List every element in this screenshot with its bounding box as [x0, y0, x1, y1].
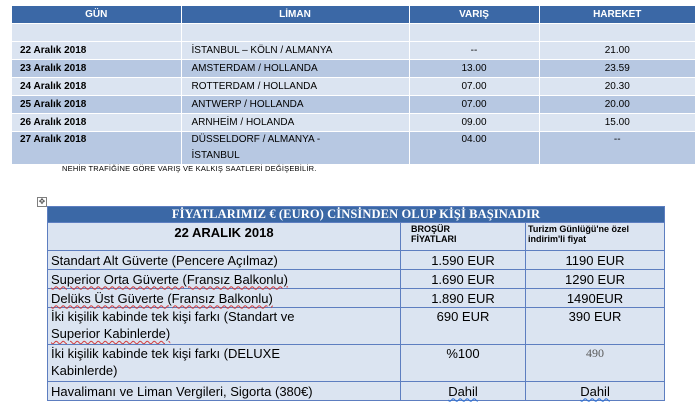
cabin-label [48, 308, 401, 345]
itinerary-row [12, 114, 695, 132]
itinerary-row [12, 42, 695, 60]
special-price [526, 382, 665, 401]
brochure-price: 690 EUR [401, 308, 526, 345]
day-cell: 26 Aralık 2018 [12, 114, 181, 132]
cabin-label: Standart Alt Güverte (Pencere Açılmaz) [48, 251, 401, 270]
itinerary-row [12, 96, 695, 114]
day-cell: 22 Aralık 2018 [12, 42, 181, 60]
blank-cell [12, 24, 181, 42]
price-title: FİYATLARIMIZ € (EURO) CİNSİNDEN OLUP KİŞİ BAŞINADIR [48, 207, 665, 223]
brochure-header [401, 223, 526, 251]
header-day: GÜN [12, 6, 181, 24]
brochure-price-text: Dahil [448, 383, 478, 399]
arrival-cell: 07.00 [409, 78, 539, 96]
special-header-line-1: Turizm Günlüğü'ne özel [528, 224, 629, 234]
arrival-cell: -- [409, 42, 539, 60]
price-table [47, 206, 665, 401]
arrival-cell: 04.00 [409, 132, 539, 165]
blank-cell [539, 24, 695, 42]
brochure-price: 1.890 EUR [401, 289, 526, 308]
header-departure: HAREKET [539, 6, 695, 24]
price-row [48, 251, 665, 270]
day-cell: 24 Aralık 2018 [12, 78, 181, 96]
special-price: 490 [526, 345, 665, 382]
cabin-label: Havalimanı ve Liman Vergileri, Sigorta (380€) [48, 382, 401, 401]
brochure-header-line-1: BROŞÜR [411, 224, 451, 234]
cabin-label-line-1: İki kişilik kabinde tek kişi farkı (DELUXE [51, 346, 281, 361]
cabin-label [48, 345, 401, 382]
day-cell: 23 Aralık 2018 [12, 60, 181, 78]
brochure-price: 1.590 EUR [401, 251, 526, 270]
port-cell: İSTANBUL – KÖLN / ALMANYA [181, 42, 409, 60]
cabin-label-line-1: İki kişilik kabinde tek kişi farkı (Standart ve [51, 309, 295, 324]
cabin-label-text: Superior Orta Güverte (Fransız Balkonlu) [51, 271, 288, 287]
departure-cell: -- [539, 132, 695, 165]
departure-cell: 21.00 [539, 42, 695, 60]
special-price-header [526, 223, 665, 251]
special-price: 1490EUR [526, 289, 665, 308]
price-row [48, 382, 665, 401]
price-date: 22 ARALIK 2018 [48, 223, 401, 251]
itinerary-table [12, 6, 695, 164]
port-cell [181, 132, 409, 165]
port-cell: ANTWERP / HOLLANDA [181, 96, 409, 114]
blank-cell [181, 24, 409, 42]
port-cell: AMSTERDAM / HOLLANDA [181, 60, 409, 78]
cabin-label-text: Delüks Üst Güverte (Fransız Balkonlu) [51, 290, 273, 306]
brochure-price: %100 [401, 345, 526, 382]
departure-cell: 20.00 [539, 96, 695, 114]
price-row [48, 308, 665, 345]
port-line-1: DÜSSELDORF / ALMANYA - [191, 134, 321, 145]
special-price: 390 EUR [526, 308, 665, 345]
itinerary-row [12, 132, 695, 165]
special-price: 1290 EUR [526, 270, 665, 289]
price-row [48, 345, 665, 382]
itinerary-blank-row [12, 24, 695, 42]
move-handle-icon[interactable]: ✥ [38, 197, 46, 206]
price-header-row [48, 223, 665, 251]
itinerary-row [12, 60, 695, 78]
price-row [48, 270, 665, 289]
cabin-label-line-2: Superior Kabinlerde) [51, 326, 171, 341]
arrival-cell: 09.00 [409, 114, 539, 132]
port-cell: ARNHEİM / HOLANDA [181, 114, 409, 132]
price-row [48, 289, 665, 308]
arrival-cell: 13.00 [409, 60, 539, 78]
brochure-price: 1.690 EUR [401, 270, 526, 289]
day-cell: 27 Aralık 2018 [12, 132, 181, 165]
day-cell: 25 Aralık 2018 [12, 96, 181, 114]
price-title-row [48, 207, 665, 223]
special-price: 1190 EUR [526, 251, 665, 270]
cabin-label [48, 289, 401, 308]
cabin-label [48, 270, 401, 289]
arrival-cell: 07.00 [409, 96, 539, 114]
itinerary-row [12, 78, 695, 96]
port-line-2: İSTANBUL [191, 150, 240, 161]
special-header-line-2: indirim'li fiyat [528, 234, 587, 244]
port-cell: ROTTERDAM / HOLLANDA [181, 78, 409, 96]
header-port: LİMAN [181, 6, 409, 24]
blank-cell [409, 24, 539, 42]
departure-cell: 15.00 [539, 114, 695, 132]
itinerary-header-row [12, 6, 695, 24]
brochure-header-line-2: FİYATLARI [411, 234, 457, 244]
brochure-price [401, 382, 526, 401]
special-price-text: Dahil [580, 383, 610, 399]
departure-cell: 20.30 [539, 78, 695, 96]
header-arrival: VARIŞ [409, 6, 539, 24]
cabin-label-line-2: Kabinlerde) [51, 363, 118, 378]
departure-cell: 23.59 [539, 60, 695, 78]
schedule-note: NEHİR TRAFİĞİNE GÖRE VARIŞ VE KALKIŞ SAATLERİ DEĞİŞEBİLİR. [62, 164, 317, 173]
